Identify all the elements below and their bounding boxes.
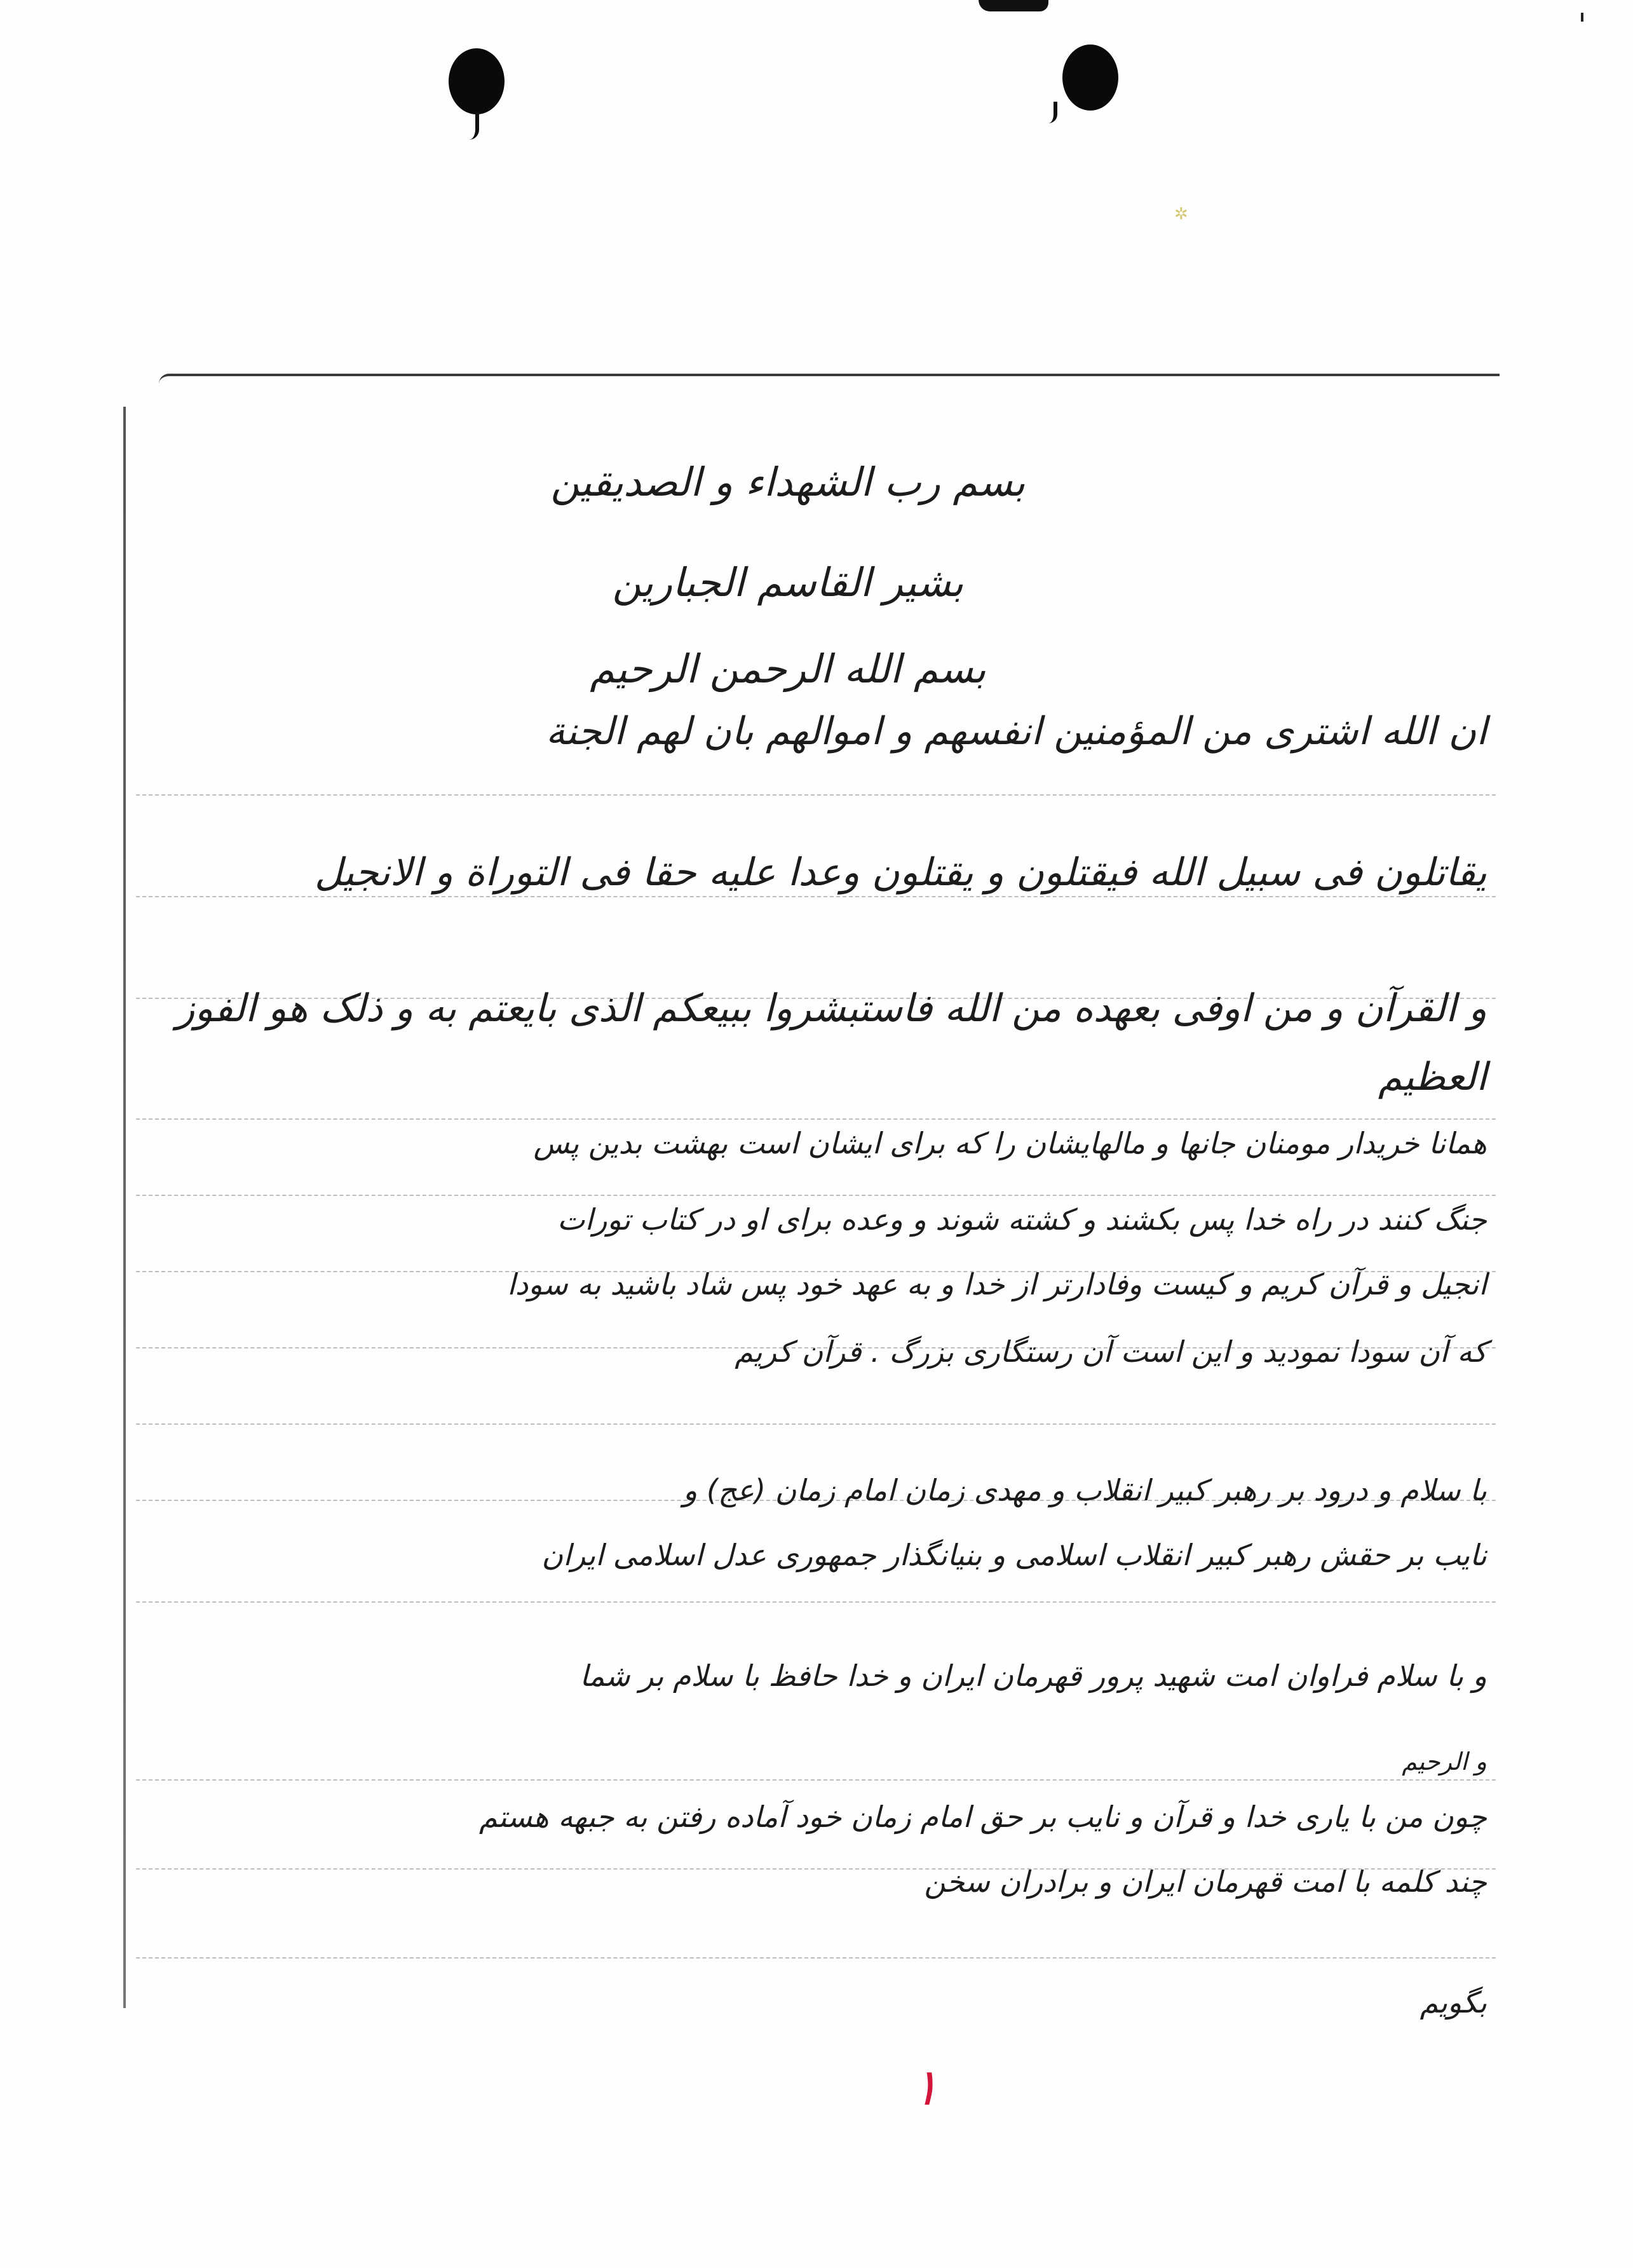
ruled-line (136, 794, 1496, 796)
verse-line-4: العظیم (1378, 1055, 1487, 1099)
body-line-7: و با سلام فراوان امت شهید پرور قهرمان ایران و خدا حافظ با سلام بر شما (579, 1659, 1487, 1693)
body-line-2: جنگ کنند در راه خدا پس بکشند و کشته شوند و وعده برای او در کتاب تورات (557, 1202, 1487, 1237)
verse-line-1: ان الله اشتری من المؤمنین انفسهم و اموالهم بان لهم الجنة (545, 709, 1487, 754)
ruled-line (136, 1195, 1496, 1196)
invocation-line-1: بسم رب الشهداء و الصدیقین (550, 459, 1026, 505)
body-line-4: که آن سودا نمودید و این است آن رستگاری بزرگ . قرآن کریم (735, 1334, 1487, 1369)
sheet-top-border (159, 374, 1500, 384)
invocation-line-2: بشیر القاسم الجبارین (612, 559, 964, 606)
ruled-line (136, 1423, 1496, 1425)
ruled-line (136, 1118, 1496, 1120)
verse-line-3: و القرآن و من اوفی بعهده من الله فاستبشروا ببیعکم الذی بایعتم به و ذلک هو الفوز (176, 986, 1487, 1031)
punch-hole-tail-right (1048, 102, 1057, 123)
body-line-11: بگویم (1420, 1985, 1487, 2020)
sheet-left-margin (123, 407, 126, 2008)
invocation-line-3: بسم الله الرحمن الرحیم (590, 646, 986, 692)
page-number: ۱ (912, 2058, 939, 2117)
body-line-10: چند کلمه با امت قهرمان ایران و برادران سخن (924, 1864, 1487, 1899)
ruled-line (136, 896, 1496, 897)
ruled-line (136, 1779, 1496, 1781)
body-line-5: با سلام و درود بر رهبر کبیر انقلاب و مهدی زمان امام زمان (عج) و (683, 1473, 1487, 1507)
verse-line-2: یقاتلون فی سبیل الله فیقتلون و یقتلون وعدا علیه حقا فی التوراة و الانجیل (315, 850, 1487, 895)
body-line-3: انجیل و قرآن کریم و کیست وفادارتر از خدا و به عهد خود پس شاد باشید به سودا (507, 1267, 1487, 1301)
punch-hole-tail-left (469, 112, 479, 140)
ruled-line (136, 1957, 1496, 1959)
edge-tick-mark (1581, 13, 1583, 22)
body-line-1: همانا خریدار مومنان جانها و مالهایشان را که برای ایشان است بهشت بدین پس (533, 1126, 1487, 1160)
body-line-9: چون من با یاری خدا و قرآن و نایب بر حق امام زمان خود آماده رفتن به جبهه هستم (479, 1800, 1487, 1834)
ruled-line (136, 1601, 1496, 1603)
body-line-8: و الرحیم (1402, 1748, 1487, 1776)
body-line-6: نایب بر حقش رهبر کبیر انقلاب اسلامی و بنیانگذار جمهوری عدل اسلامی ایران (541, 1538, 1487, 1572)
punch-hole-right (1062, 44, 1118, 111)
torn-edge-mark-small (1036, 0, 1040, 6)
punch-hole-left (449, 48, 505, 114)
faint-stamp-mark: ✲ (1174, 205, 1188, 224)
